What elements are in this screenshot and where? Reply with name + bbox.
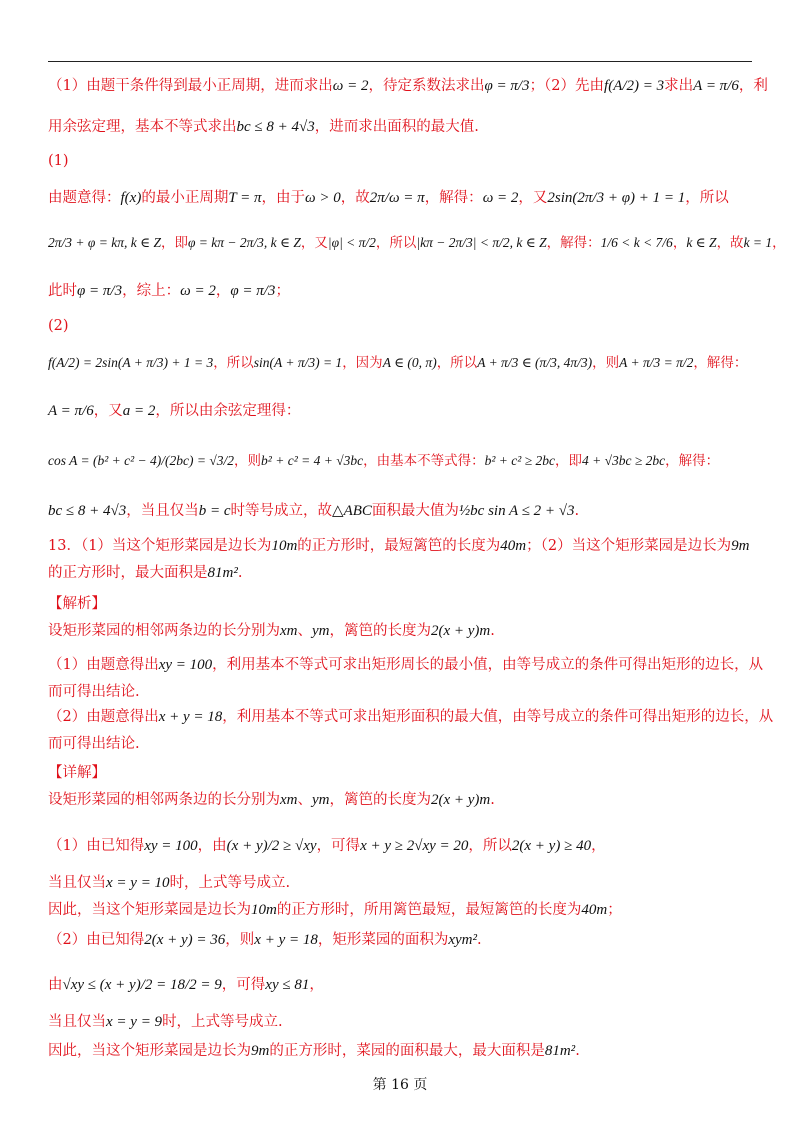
header-rule <box>48 61 752 62</box>
analysis-line-5: 而可得出结论. <box>48 736 140 752</box>
q13-line-2: 的正方形时，最大面积是81m². <box>48 565 243 581</box>
part1-line-2: 2π/3 + φ = kπ, k ∈ Z，即φ = kπ − 2π/3, k ∈ Z，又|φ| < π/2，所以|kπ − 2π/3| < π/2, k ∈ Z，解得：1/6 < k < 7/6，k ∈ Z，故k = 1， <box>48 235 786 251</box>
detail-line-3: 当且仅当x = y = 10时，上式等号成立. <box>48 875 291 891</box>
detail-header: 【详解】 <box>48 765 106 781</box>
part2-line-1: f(A/2) = 2sin(A + π/3) + 1 = 3，所以sin(A + π/3) = 1，因为A ∈ (0, π)，所以A + π/3 ∈ (π/3, 4π/3)，则A + π/3 = π/2，解得： <box>48 355 748 371</box>
analysis-line-1: 设矩形菜园的相邻两条边的长分别为xm、ym，篱笆的长度为2(x + y)m. <box>48 623 495 639</box>
detail-line-4: 因此，当这个矩形菜园是边长为10m的正方形时，所用篱笆最短，最短篱笆的长度为40m； <box>48 902 622 918</box>
detail-line-6: 由√xy ≤ (x + y)/2 = 18/2 = 9，可得xy ≤ 81， <box>48 977 324 993</box>
analysis-line-4: （2）由题意得出x + y = 18，利用基本不等式可求出矩形面积的最大值，由等号成立的条件可得出矩形的边长，从 <box>48 709 774 725</box>
part2-line-3: cos A = (b² + c² − 4)/(2bc) = √3/2，则b² + c² = 4 + √3bc，由基本不等式得：b² + c² ≥ 2bc，即4 + √3bc ≥ 2bc，解得： <box>48 453 720 469</box>
q13-line-1: 13．（1）当这个矩形菜园是边长为10m的正方形时，最短篱笆的长度为40m；（2）当这个矩形菜园是边长为9m <box>48 538 750 554</box>
analysis-line-3: 而可得出结论. <box>48 684 140 700</box>
prev-analysis-line-1: （1）由题干条件得到最小正周期，进而求出ω = 2，待定系数法求出φ = π/3；（2）先由f(A/2) = 3求出A = π/6，利 <box>48 78 768 94</box>
analysis-header: 【解析】 <box>48 596 106 612</box>
part2-line-2: A = π/6，又a = 2，所以由余弦定理得： <box>48 403 301 419</box>
part2-label: (2) <box>48 318 69 334</box>
detail-line-8: 因此，当这个矩形菜园是边长为9m的正方形时，菜园的面积最大，最大面积是81m². <box>48 1043 580 1059</box>
detail-line-7: 当且仅当x = y = 9时，上式等号成立. <box>48 1014 283 1030</box>
page-number: 第 16 页 <box>372 1077 428 1093</box>
part1-label: (1) <box>48 153 69 169</box>
detail-line-1: 设矩形菜园的相邻两条边的长分别为xm、ym，篱笆的长度为2(x + y)m. <box>48 792 495 808</box>
part1-line-3: 此时φ = π/3，综上：ω = 2，φ = π/3； <box>48 283 290 299</box>
detail-line-2: （1）由已知得xy = 100，由(x + y)/2 ≥ √xy，可得x + y ≥ 2√xy = 20，所以2(x + y) ≥ 40， <box>48 838 606 854</box>
prev-analysis-line-2: 用余弦定理，基本不等式求出bc ≤ 8 + 4√3，进而求出面积的最大值. <box>48 119 479 135</box>
part2-line-4: bc ≤ 8 + 4√3，当且仅当b = c时等号成立，故△ABC面积最大值为½bc sin A ≤ 2 + √3. <box>48 503 580 519</box>
part1-line-1: 由题意得：f(x)的最小正周期T = π，由于ω > 0，故2π/ω = π，解得：ω = 2，又2sin(2π/3 + φ) + 1 = 1，所以 <box>48 190 729 206</box>
analysis-line-2: （1）由题意得出xy = 100，利用基本不等式可求出矩形周长的最小值，由等号成立的条件可得出矩形的边长，从 <box>48 657 764 673</box>
detail-line-5: （2）由已知得2(x + y) = 36，则x + y = 18，矩形菜园的面积为xym². <box>48 932 482 948</box>
